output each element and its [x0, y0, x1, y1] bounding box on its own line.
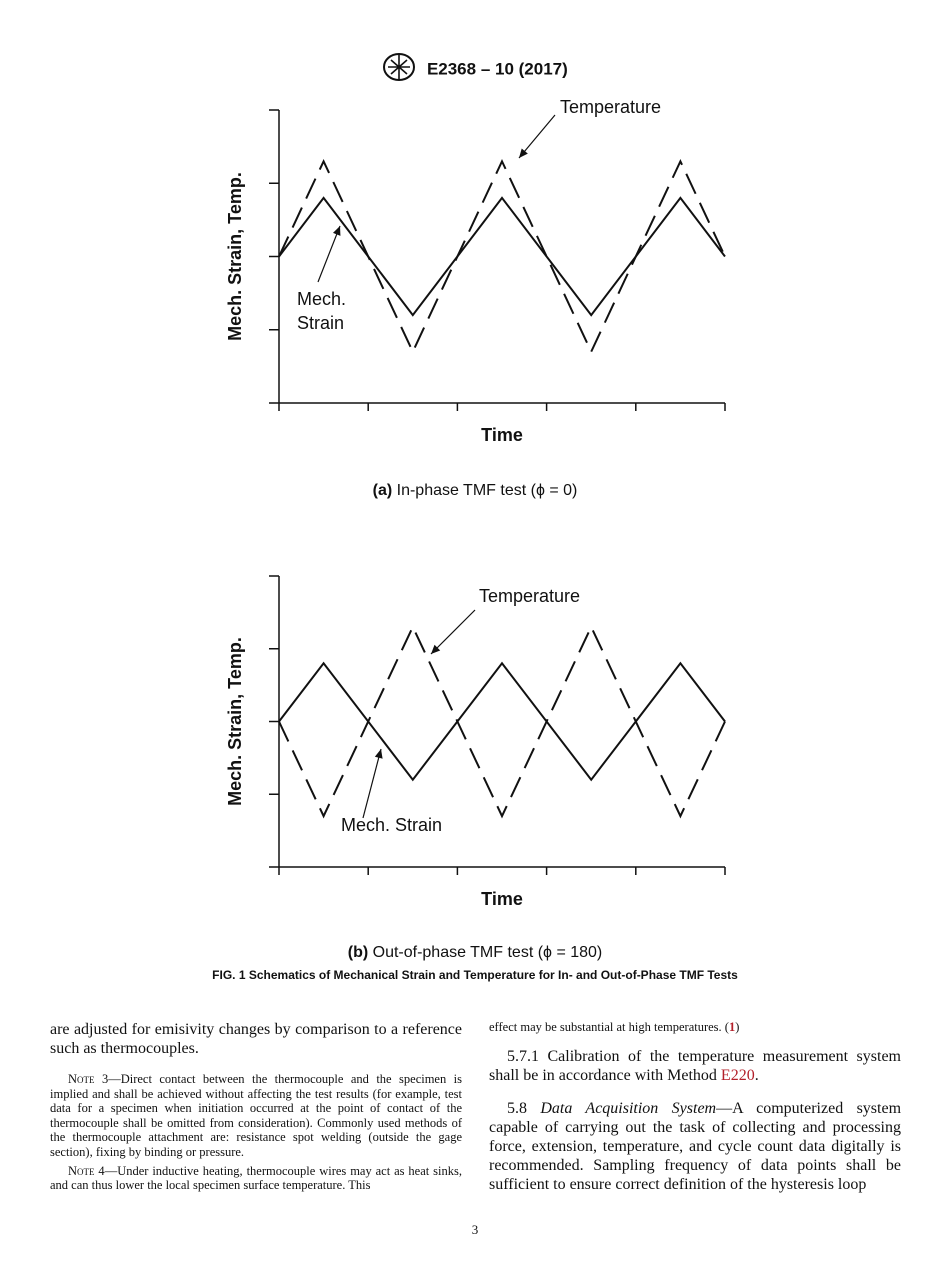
standard-designation: E2368 – 10 (2017) [426, 59, 568, 79]
chart-out-of-phase [0, 560, 950, 930]
e220-link[interactable]: E220 [720, 1066, 755, 1084]
annotation-arrow [431, 610, 475, 654]
reference-1-link[interactable]: 1 [728, 1020, 736, 1034]
annotation-arrow [363, 749, 381, 818]
note-3-text: —Direct contact between the thermocouple and the specimen is implied and shall be achieved without affecting the test results (for example, test data for a specimen when initiation occurred at the point of contact of the thermocouple shall be omitted from consideration). Commonly used methods of the thermocouple attachment are: resistance spot welding (outside the gage section), fixing by binding or pressure. [50, 1072, 463, 1159]
note-3 [50, 1072, 462, 1160]
annotation-arrow [318, 226, 340, 282]
caption-b [0, 944, 950, 962]
section-5-8-title: Data Acquisition System [540, 1099, 717, 1117]
note-4-text: —Under inductive heating, thermocouple wires may act as heat sinks, and can thus lower the local specimen surface temperature. This [50, 1163, 462, 1193]
note-4-label: Note 4 [68, 1163, 105, 1178]
annotation-arrowhead [375, 749, 383, 759]
astm-logo-icon [382, 52, 416, 87]
x-axis-label: Time [481, 425, 523, 445]
series-label: Temperature [560, 97, 662, 117]
series-label: Mech. Strain [341, 815, 443, 835]
caption-b-text: Out-of-phase TMF test (ϕ = 180) [368, 944, 603, 961]
page-header [0, 52, 950, 87]
section-5-7-1: 5.7.1 Calibration of the temperature measurement system shall be in accordance with Method E220. [489, 1047, 901, 1084]
note-3-label: Note 3 [68, 1072, 109, 1086]
figure-title: FIG. 1 Schematics of Mechanical Strain and Temperature for In- and Out-of-Phase TMF Tests [212, 968, 738, 982]
series-label: Temperature [479, 586, 581, 606]
chart-in-phase [0, 90, 950, 510]
x-axis-label: Time [481, 889, 523, 909]
left-column [50, 1020, 462, 1197]
caption-a-text: In-phase TMF test (ϕ = 0) [392, 482, 578, 499]
series-label: Strain [297, 313, 345, 333]
paragraph-emissivity: are adjusted for emisivity changes by comparison to a reference such as thermocouples. [50, 1021, 462, 1057]
note-4 [50, 1164, 462, 1193]
annotation-arrowhead [333, 226, 340, 236]
series-line-temperature [279, 161, 725, 351]
series-line-mech-strain [279, 663, 725, 779]
page-number: 3 [471, 1222, 479, 1237]
y-axis-label: Mech. Strain, Temp. [225, 172, 245, 341]
y-axis-label: Mech. Strain, Temp. [225, 637, 245, 806]
series-line-temperature [279, 627, 725, 816]
caption-a-label: (a) [372, 482, 393, 499]
caption-b-label: (b) [347, 944, 369, 961]
right-column [489, 1020, 901, 1208]
caption-a [0, 482, 950, 500]
note-4-continued: effect may be substantial at high temperatures. (1) [489, 1020, 740, 1034]
series-label: Mech. [297, 289, 347, 309]
section-5-8: 5.8 Data Acquisition System—A computerized system capable of carrying out the task of collecting and processing force, extension, temperature, and cycle count data digitally is recommended. Sampling frequency of data points shall be sufficient to ensure correct definition of the hysteresis loop [489, 1099, 902, 1193]
